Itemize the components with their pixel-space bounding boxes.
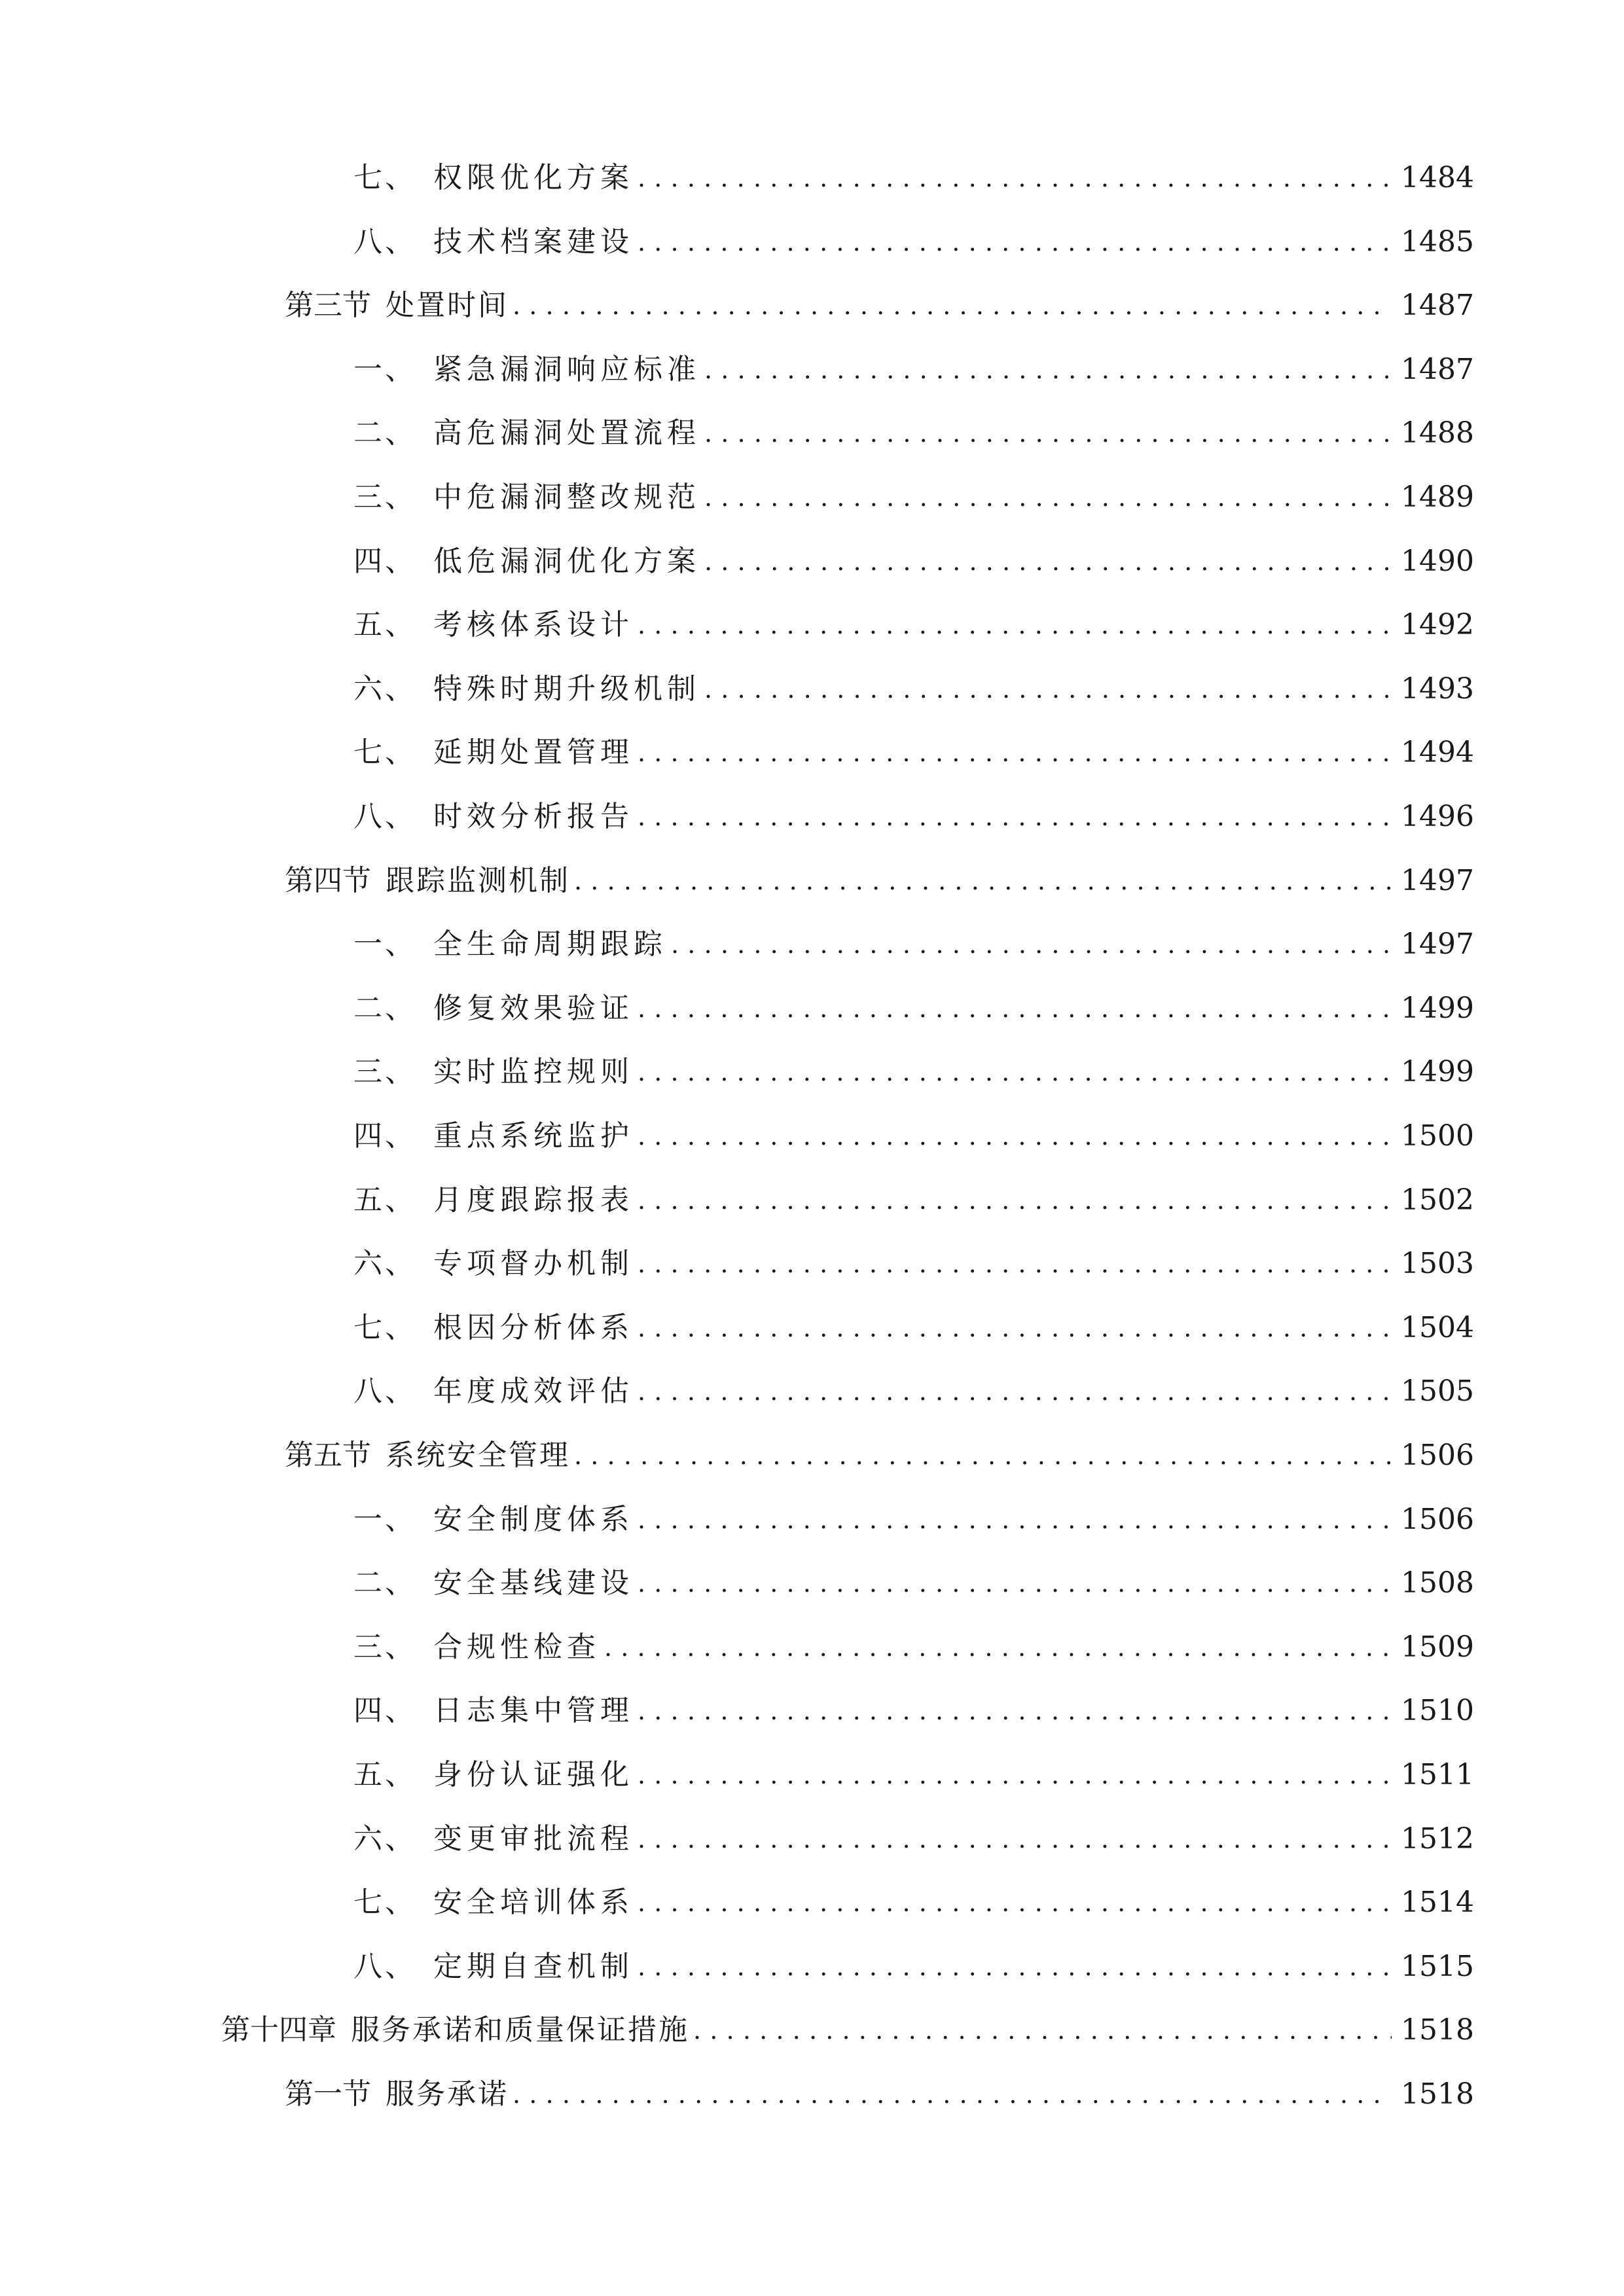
toc-page-number: 1499 [1401,1055,1474,1089]
toc-entry-number: 八、 [353,224,416,259]
toc-entry[interactable] [353,157,1474,199]
toc-entry-title: 定期自查机制 [433,1949,634,1983]
toc-page-number: 1509 [1401,1630,1474,1664]
toc-entry-title: 紧急漏洞响应标准 [433,352,700,386]
toc-entry-title: 变更审批流程 [433,1821,634,1856]
toc-dot-leader [574,860,1392,902]
toc-entry[interactable] [353,988,1474,1030]
toc-dot-leader [638,221,1392,263]
toc-entry-title: 实时监控规则 [433,1055,634,1089]
toc-dot-leader [638,732,1392,774]
toc-page-number: 1487 [1401,352,1474,386]
toc-entry-number: 五、 [353,608,416,642]
toc-entry-number: 四、 [353,1119,416,1153]
toc-entry-title: 系统安全管理 [386,1439,570,1472]
toc-entry-number: 七、 [353,736,416,770]
toc-entry-number: 八、 [353,800,416,833]
toc-entry-title: 年度成效评估 [433,1374,634,1408]
toc-dot-leader [638,1307,1392,1349]
toc-entry-title: 修复效果验证 [433,991,634,1025]
toc-page-number: 1493 [1401,672,1474,706]
toc-entry-title: 服务承诺和质量保证措施 [351,2013,689,2047]
toc-page-number: 1490 [1401,544,1474,578]
toc-page-number: 1514 [1401,1886,1474,1920]
toc-entry-number: 七、 [353,1886,416,1920]
toc-entry[interactable] [353,1818,1474,1860]
toc-dot-leader [638,1818,1392,1860]
toc-entry-number: 八、 [353,1949,416,1983]
toc-page-number: 1487 [1401,289,1474,323]
toc-entry[interactable] [353,668,1474,710]
toc-entry[interactable] [353,1690,1474,1732]
toc-dot-leader [513,285,1392,327]
toc-entry-title: 高危漏洞处置流程 [433,416,700,450]
toc-entry[interactable] [353,412,1474,454]
toc-entry[interactable] [353,1051,1474,1093]
toc-entry-number: 二、 [353,416,416,450]
toc-dot-leader [704,541,1392,583]
toc-page-number: 1512 [1401,1821,1474,1856]
toc-page-number: 1504 [1401,1310,1474,1344]
toc-page-number: 1511 [1401,1758,1474,1791]
toc-entry-title: 全生命周期跟踪 [433,927,667,961]
toc-page-number: 1518 [1401,2077,1474,2111]
toc-dot-leader [704,668,1392,710]
toc-dot-leader [638,1115,1392,1157]
toc-page-number: 1497 [1401,863,1474,897]
toc-entry-title: 合规性检查 [433,1630,600,1664]
toc-dot-leader [671,924,1392,965]
toc-entry-number: 六、 [353,1821,416,1856]
toc-entry-number: 一、 [353,352,416,386]
toc-entry[interactable] [353,1882,1474,1924]
toc-dot-leader [638,1882,1392,1924]
toc-dot-leader [638,157,1392,199]
toc-entry-title: 技术档案建设 [433,224,634,259]
toc-entry[interactable] [353,1307,1474,1349]
toc-page-number: 1508 [1401,1566,1474,1600]
toc-entry[interactable] [353,1371,1474,1412]
toc-dot-leader [638,1754,1392,1796]
toc-entry-title: 安全培训体系 [433,1886,634,1920]
toc-dot-leader [574,1435,1392,1477]
toc-entry-title: 权限优化方案 [433,161,634,194]
toc-entry-number: 二、 [353,991,416,1025]
toc-dot-leader [513,2073,1392,2115]
toc-entry-number: 八、 [353,1374,416,1408]
toc-dot-leader [638,1690,1392,1732]
toc-dot-leader [638,1179,1392,1221]
toc-entry-number: 第十四章 [221,2013,336,2047]
toc-entry-number: 四、 [353,544,416,578]
toc-page-number: 1496 [1401,800,1474,833]
toc-page-number: 1510 [1401,1694,1474,1728]
toc-entry-number: 七、 [353,1310,416,1344]
toc-entry-number: 第四节 [285,863,371,897]
toc-entry-number: 七、 [353,161,416,194]
toc-entry[interactable] [285,2073,1474,2115]
toc-entry[interactable] [353,604,1474,646]
toc-page-number: 1494 [1401,736,1474,770]
toc-entry[interactable] [353,796,1474,838]
toc-entry-title: 月度跟踪报表 [433,1183,634,1217]
toc-entry[interactable] [353,476,1474,518]
toc-dot-leader [638,1371,1392,1412]
toc-page-number: 1515 [1401,1949,1474,1983]
toc-entry-title: 时效分析报告 [433,800,634,833]
toc-entry[interactable] [353,349,1474,391]
toc-entry[interactable] [353,1179,1474,1221]
toc-dot-leader [704,412,1392,454]
toc-entry-number: 六、 [353,672,416,706]
toc-entry-number: 二、 [353,1566,416,1600]
toc-dot-leader [638,1243,1392,1285]
toc-entry[interactable] [221,2009,1474,2051]
toc-dot-leader [704,476,1392,518]
toc-dot-leader [704,349,1392,391]
toc-entry-title: 处置时间 [386,289,509,323]
toc-entry-number: 第三节 [285,289,371,323]
toc-entry[interactable] [285,1435,1474,1477]
toc-entry-title: 服务承诺 [386,2077,509,2111]
toc-dot-leader [638,988,1392,1030]
toc-dot-leader [638,796,1392,838]
toc-page-number: 1518 [1401,2013,1474,2047]
toc-entry-number: 第五节 [285,1439,371,1472]
toc-page-number: 1502 [1401,1183,1474,1217]
toc-entry[interactable] [353,924,1474,965]
toc-entry[interactable] [353,1754,1474,1796]
toc-entry[interactable] [353,541,1474,583]
toc-entry-number: 一、 [353,1502,416,1536]
toc-page-number: 1497 [1401,927,1474,961]
toc-entry-title: 日志集中管理 [433,1694,634,1728]
toc-dot-leader [638,1499,1392,1541]
toc-dot-leader [693,2009,1392,2051]
toc-page-number: 1489 [1401,480,1474,514]
toc-page-number: 1492 [1401,608,1474,642]
toc-entry[interactable] [353,732,1474,774]
toc-dot-leader [604,1626,1392,1668]
toc-entry[interactable] [353,1946,1474,1988]
toc-page-number: 1505 [1401,1374,1474,1408]
toc-entry-number: 五、 [353,1758,416,1791]
toc-entry-number: 三、 [353,480,416,514]
toc-entry[interactable] [353,1562,1474,1604]
toc-entry[interactable] [353,1499,1474,1541]
toc-entry-title: 根因分析体系 [433,1310,634,1344]
toc-page-number: 1506 [1401,1502,1474,1536]
toc-page-number: 1506 [1401,1439,1474,1472]
toc-entry[interactable] [285,285,1474,327]
toc-entry[interactable] [353,1243,1474,1285]
toc-entry-title: 专项督办机制 [433,1247,634,1281]
toc-dot-leader [638,1946,1392,1988]
toc-entry-title: 考核体系设计 [433,608,634,642]
toc-entry-number: 四、 [353,1694,416,1728]
toc-entry-number: 五、 [353,1183,416,1217]
toc-page-number: 1484 [1401,161,1474,194]
toc-entry[interactable] [353,1626,1474,1668]
toc-page-number: 1503 [1401,1247,1474,1281]
toc-dot-leader [638,1562,1392,1604]
toc-entry-title: 延期处置管理 [433,736,634,770]
toc-dot-leader [638,604,1392,646]
toc-entry-title: 特殊时期升级机制 [433,672,700,706]
toc-entry[interactable] [285,860,1474,902]
toc-page-number: 1485 [1401,224,1474,259]
toc-page-number: 1500 [1401,1119,1474,1153]
toc-entry-number: 三、 [353,1055,416,1089]
toc-page-number: 1499 [1401,991,1474,1025]
toc-entry[interactable] [353,221,1474,263]
toc-dot-leader [638,1051,1392,1093]
toc-entry-number: 六、 [353,1247,416,1281]
toc-page-number: 1488 [1401,416,1474,450]
toc-entry-title: 身份认证强化 [433,1758,634,1791]
toc-entry-title: 中危漏洞整改规范 [433,480,700,514]
toc-entry-title: 安全制度体系 [433,1502,634,1536]
toc-entry-title: 跟踪监测机制 [386,863,570,897]
toc-entry-title: 重点系统监护 [433,1119,634,1153]
toc-entry-number: 第一节 [285,2077,371,2111]
toc-entry-number: 一、 [353,927,416,961]
toc-entry-title: 低危漏洞优化方案 [433,544,700,578]
toc-entry-number: 三、 [353,1630,416,1664]
toc-entry[interactable] [353,1115,1474,1157]
toc-entry-title: 安全基线建设 [433,1566,634,1600]
